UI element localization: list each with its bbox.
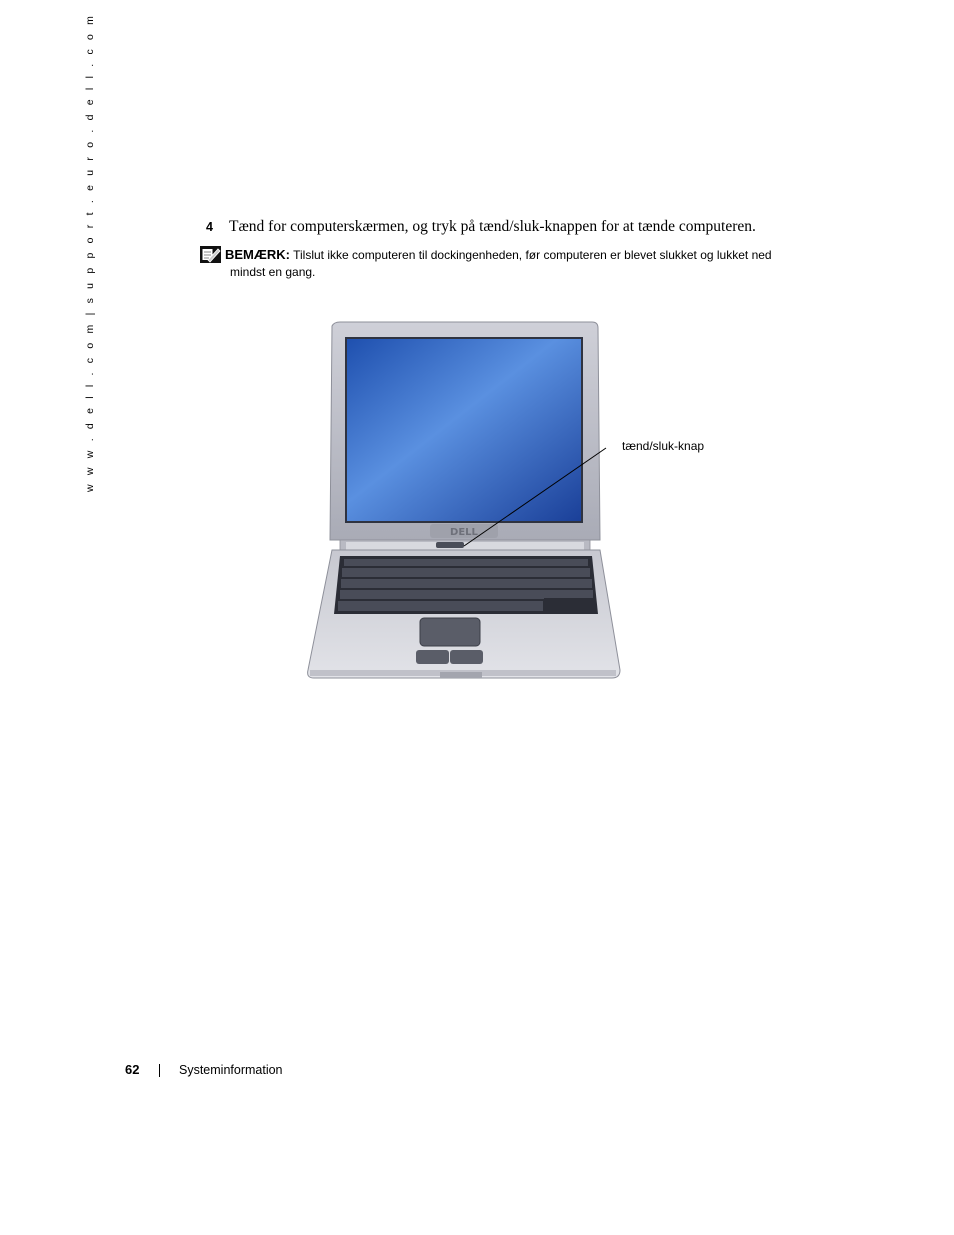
note-text-1: Tilslut ikke computeren til dockingenheden, før computeren er blevet slukket og lukket ned <box>290 248 772 262</box>
laptop-illustration <box>300 318 630 688</box>
touchpad-right-button <box>450 650 483 664</box>
touchpad <box>420 618 480 646</box>
laptop-screen <box>346 338 582 522</box>
footer-divider <box>159 1064 160 1077</box>
step-number: 4 <box>206 220 213 234</box>
dell-logo: DELL <box>450 527 478 538</box>
sidebar-url: w w w . d e l l . c o m | s u p p o r t . e u r o . d e l l . c o m <box>84 12 96 492</box>
touchpad-left-button <box>416 650 449 664</box>
step-text: Tænd for computerskærmen, og tryk på tænd/sluk-knappen for at tænde computeren. <box>229 218 756 235</box>
power-button <box>436 542 464 548</box>
note-label: BEMÆRK: <box>225 247 290 262</box>
callout-label: tænd/sluk-knap <box>622 439 705 453</box>
pencil-note-icon <box>200 246 221 263</box>
note-line-1 <box>225 247 772 262</box>
page-number: 62 <box>125 1062 140 1077</box>
footer-section-title: Systeminformation <box>179 1063 283 1077</box>
note-text-2: mindst en gang. <box>230 265 316 279</box>
